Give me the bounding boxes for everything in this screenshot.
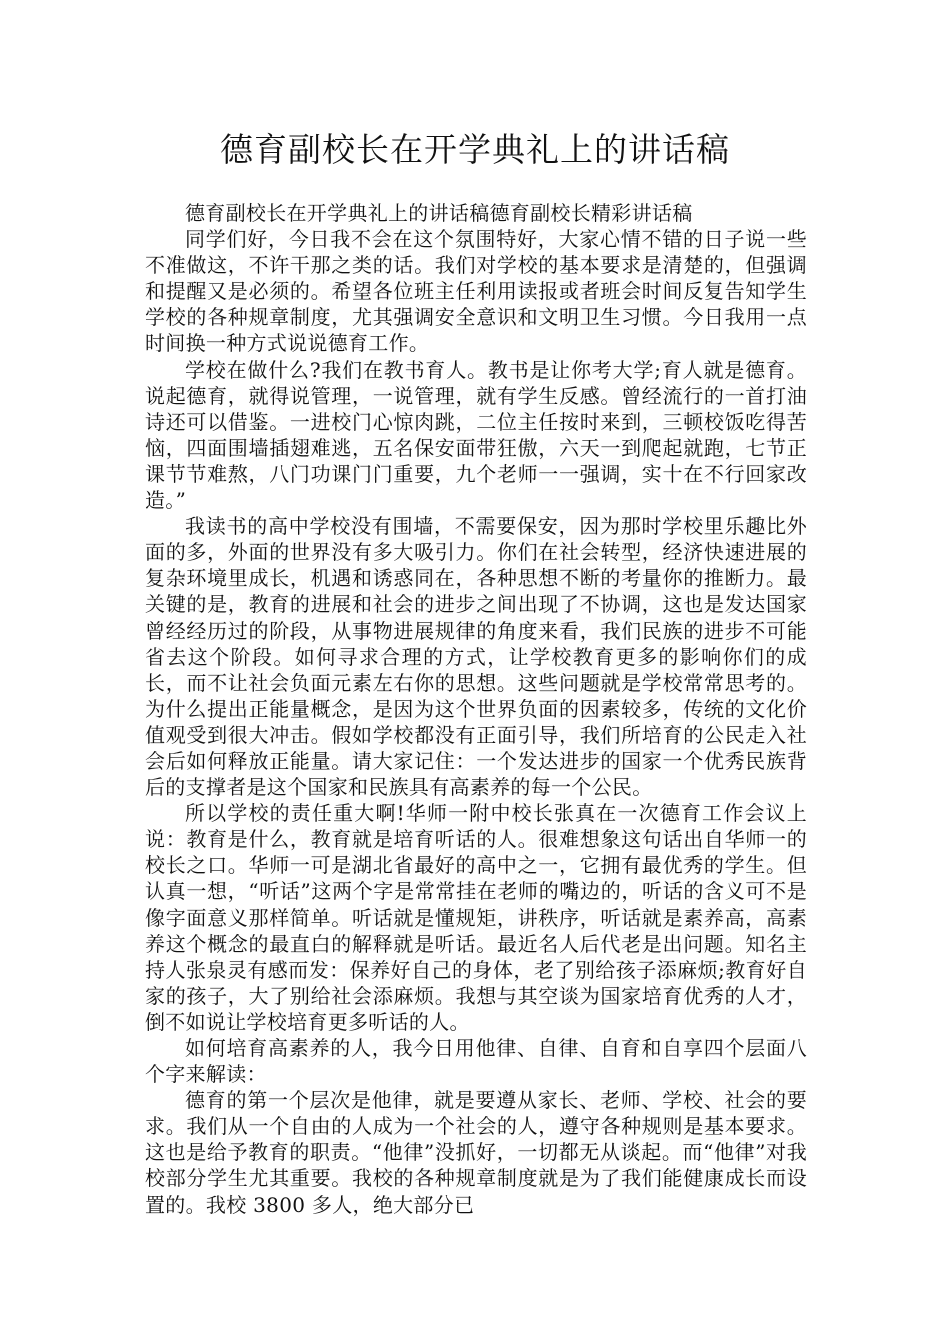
paragraph: 如何培育高素养的人，我今日用他律、自律、自育和自享四个层面八个字来解读： (145, 1036, 807, 1087)
paragraph: 所以学校的责任重大啊!华师一附中校长张真在一次德育工作会议上说：教育是什么，教育就是培育听话的人。很难想象这句话出自华师一的校长之口。华师一可是湖北省最好的高中之一，它拥有最优秀的学生。但认真一想，“听话”这两个字是常常挂在老师的嘴边的，听话的含义可不是像字面意义那样简单。听话就是懂规矩，讲秩序，听话就是素养高，高素养这个概念的最直白的解释就是听话。最近名人后代老是出问题。知名主持人张泉灵有感而发：保养好自己的身体，老了别给孩子添麻烦;教育好自家的孩子，大了别给社会添麻烦。我想与其空谈为国家培育优秀的人才，倒不如说让学校培育更多听话的人。 (145, 801, 807, 1034)
document-body (145, 200, 807, 1218)
paragraph: 同学们好，今日我不会在这个氛围特好，大家心情不错的日子说一些不准做这，不许干那之类的话。我们对学校的基本要求是清楚的，但强调和提醒又是必须的。希望各位班主任利用读报或者班会时间反复告知学生学校的各种规章制度，尤其强调安全意识和文明卫生习惯。今日我用一点时间换一种方式说说德育工作。 (145, 227, 807, 356)
document-title: 德育副校长在开学典礼上的讲话稿 (220, 130, 730, 169)
paragraph: 我读书的高中学校没有围墙，不需要保安，因为那时学校里乐趣比外面的多，外面的世界没有多大吸引力。你们在社会转型，经济快速进展的复杂环境里成长，机遇和诱惑同在，各种思想不断的考量你的推断力。最关键的是，教育的进展和社会的进步之间出现了不协调，这也是发达国家曾经经历过的阶段，从事物进展规律的角度来看，我们民族的进步不可能省去这个阶段。如何寻求合理的方式，让学校教育更多的影响你们的成长，而不让社会负面元素左右你的思想。这些问题就是学校常常思考的。为什么提出正能量概念，是因为这个世界负面的因素较多，传统的文化价值观受到很大冲击。假如学校都没有正面引导，我们所培育的公民走入社会后如何释放正能量。请大家记住：一个发达进步的国家一个优秀民族背后的支撑者是这个国家和民族具有高素养的每一个公民。 (145, 514, 807, 800)
paragraph: 学校在做什么?我们在教书育人。教书是让你考大学;育人就是德育。说起德育，就得说管理，一说管理，就有学生反感。曾经流行的一首打油诗还可以借鉴。一进校门心惊肉跳，二位主任按时来到，三顿校饭吃得苦恼，四面围墙插翅难逃，五名保安面带狂傲，六天一到爬起就跑，七节正课节节难熬，八门功课门门重要，九个老师一一强调，实十在不行回家改造。” (145, 357, 807, 513)
paragraph-subtitle: 德育副校长在开学典礼上的讲话稿德育副校长精彩讲话稿 (185, 201, 693, 225)
paragraph: 德育的第一个层次是他律，就是要遵从家长、老师、学校、社会的要求。我们从一个自由的人成为一个社会的人，遵守各种规则是基本要求。这也是给予教育的职责。“他律”没抓好，一切都无从谈起。而“他律”对我校部分学生尤其重要。我校的各种规章制度就是为了我们能健康成长而设置的。我校 3800 多人，绝大部分已 (145, 1088, 807, 1217)
